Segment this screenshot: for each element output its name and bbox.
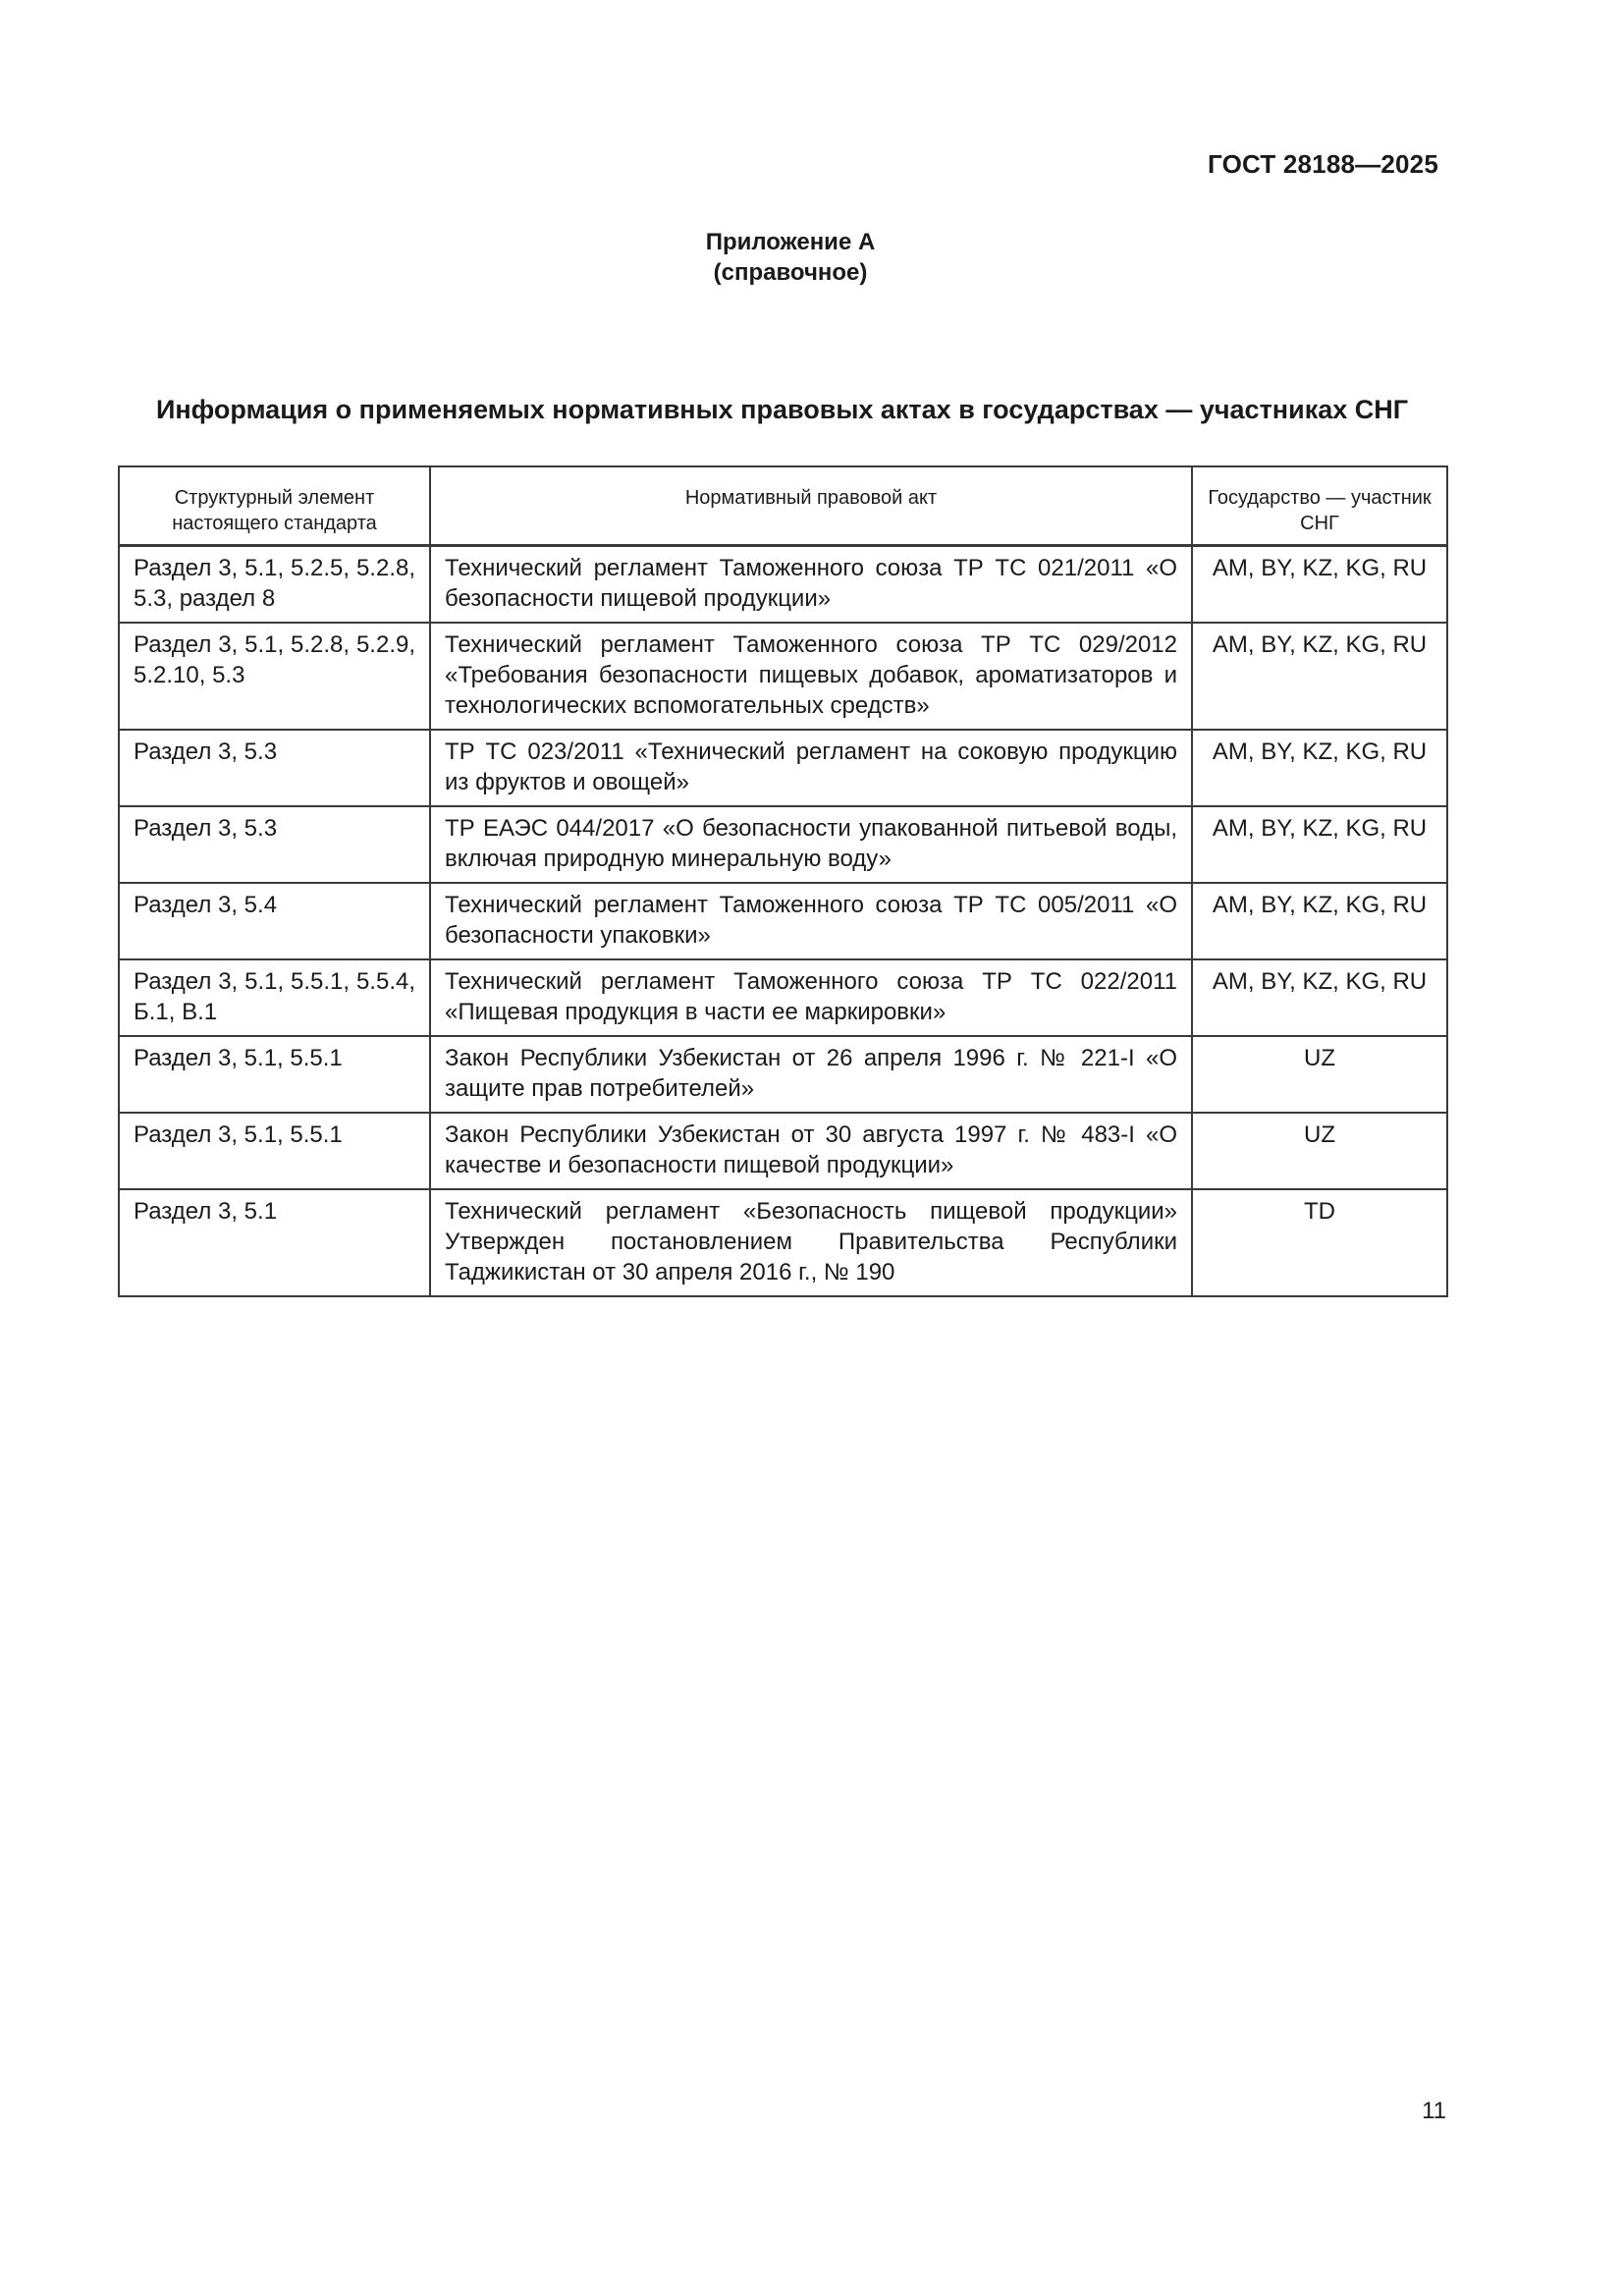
legal-act-cell: Технический регламент Таможенного союза ТР ТС 021/2011 «О безопасности пищевой продукции» xyxy=(430,546,1192,624)
column-header-structural-element: Структурный элемент настоящего стандарта xyxy=(119,466,430,546)
structural-element-cell: Раздел 3, 5.1, 5.2.8, 5.2.9, 5.2.10, 5.3 xyxy=(119,623,430,730)
column-header-legal-act: Нормативный правовой акт xyxy=(430,466,1192,546)
legal-act-cell: ТР ЕАЭС 044/2017 «О безопасности упакованной питьевой воды, включая природную минеральную воду» xyxy=(430,806,1192,883)
legal-acts-table xyxy=(118,465,1448,1297)
legal-act-cell: Закон Республики Узбекистан от 26 апреля 1996 г. № 221-I «О защите прав потребителей» xyxy=(430,1036,1192,1113)
structural-element-cell: Раздел 3, 5.1, 5.2.5, 5.2.8, 5.3, раздел 8 xyxy=(119,546,430,624)
legal-act-cell: Технический регламент Таможенного союза ТР ТС 005/2011 «О безопасности упаковки» xyxy=(430,883,1192,959)
structural-element-cell: Раздел 3, 5.1, 5.5.1 xyxy=(119,1036,430,1113)
member-state-cell: AM, BY, KZ, KG, RU xyxy=(1192,730,1447,806)
member-state-cell: AM, BY, KZ, KG, RU xyxy=(1192,883,1447,959)
appendix-kind: (справочное) xyxy=(713,259,868,286)
member-state-cell: AM, BY, KZ, KG, RU xyxy=(1192,546,1447,624)
table-row xyxy=(119,806,1447,883)
table-title: Информация о применяемых нормативных правовых актах в государствах — участниках СНГ xyxy=(155,395,1409,424)
legal-act-cell: ТР ТС 023/2011 «Технический регламент на соковую продукцию из фруктов и овощей» xyxy=(430,730,1192,806)
appendix-title: Приложение А xyxy=(705,229,876,255)
table-row xyxy=(119,546,1447,624)
member-state-cell: UZ xyxy=(1192,1113,1447,1189)
member-state-cell: AM, BY, KZ, KG, RU xyxy=(1192,623,1447,730)
legal-act-cell: Технический регламент «Безопасность пищевой продукции» Утвержден постановлением Правительства Республики Таджикистан от 30 апреля 2016 г., № 190 xyxy=(430,1189,1192,1296)
table-row xyxy=(119,623,1447,730)
table-row xyxy=(119,1036,1447,1113)
legal-act-cell: Закон Республики Узбекистан от 30 августа 1997 г. № 483-I «О качестве и безопасности пищевой продукции» xyxy=(430,1113,1192,1189)
document-code: ГОСТ 28188—2025 xyxy=(1208,149,1438,179)
table-header-row xyxy=(119,466,1447,546)
structural-element-cell: Раздел 3, 5.4 xyxy=(119,883,430,959)
member-state-cell: TD xyxy=(1192,1189,1447,1296)
table-row xyxy=(119,730,1447,806)
structural-element-cell: Раздел 3, 5.1 xyxy=(119,1189,430,1296)
member-state-cell: UZ xyxy=(1192,1036,1447,1113)
page-number: 11 xyxy=(1422,2098,1446,2124)
structural-element-cell: Раздел 3, 5.1, 5.5.1, 5.5.4, Б.1, В.1 xyxy=(119,959,430,1036)
table-row xyxy=(119,1113,1447,1189)
appendix-heading xyxy=(0,227,1581,288)
table-row xyxy=(119,959,1447,1036)
member-state-cell: AM, BY, KZ, KG, RU xyxy=(1192,959,1447,1036)
legal-act-cell: Технический регламент Таможенного союза ТР ТС 029/2012 «Требования безопасности пищевых добавок, ароматизаторов и технологических вспомогательных средств» xyxy=(430,623,1192,730)
structural-element-cell: Раздел 3, 5.3 xyxy=(119,806,430,883)
legal-act-cell: Технический регламент Таможенного союза ТР ТС 022/2011 «Пищевая продукция в части ее маркировки» xyxy=(430,959,1192,1036)
structural-element-cell: Раздел 3, 5.1, 5.5.1 xyxy=(119,1113,430,1189)
column-header-member-state: Государство — участник СНГ xyxy=(1192,466,1447,546)
table-row xyxy=(119,883,1447,959)
table-row xyxy=(119,1189,1447,1296)
structural-element-cell: Раздел 3, 5.3 xyxy=(119,730,430,806)
member-state-cell: AM, BY, KZ, KG, RU xyxy=(1192,806,1447,883)
